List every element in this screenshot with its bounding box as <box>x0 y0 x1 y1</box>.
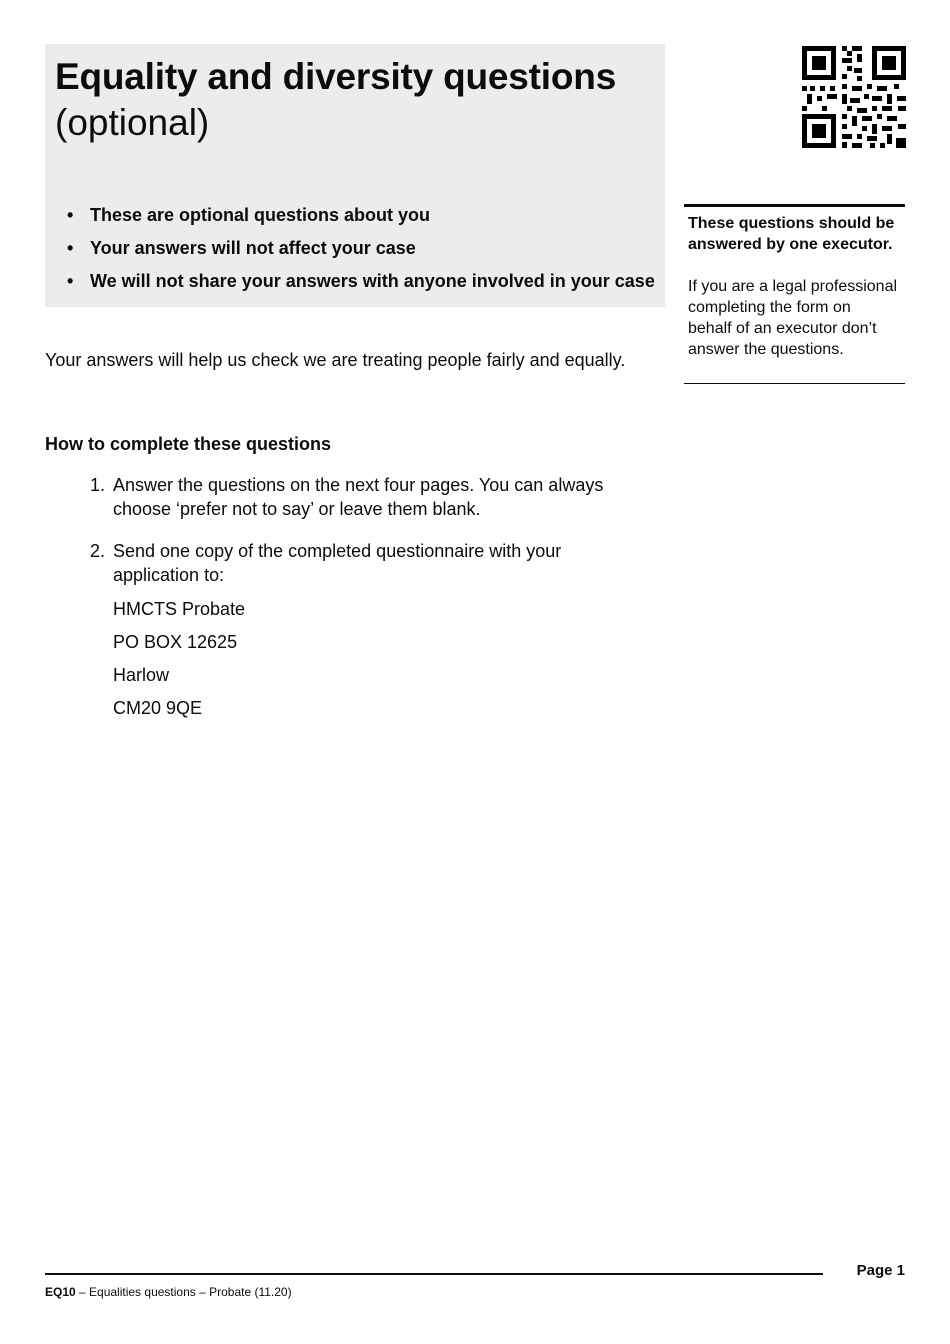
step-number: 1. <box>90 475 106 495</box>
intro-panel <box>45 44 665 307</box>
footer-form-reference <box>45 1283 292 1301</box>
page-number: Page 1 <box>856 1262 905 1279</box>
info-bullet-list <box>90 201 655 300</box>
info-bullet: • These are optional questions about you <box>90 201 655 234</box>
info-bullet: • We will not share your answers with anyone involved in your case <box>90 267 655 300</box>
executor-note <box>684 204 905 384</box>
address-line: Harlow <box>113 665 170 685</box>
legal-professional-note: If you are a legal professional completing the form on behalf of an executor don’t answer the questions. <box>688 278 898 358</box>
page-subtitle: (optional) <box>55 102 210 143</box>
instruction-step <box>90 473 650 521</box>
step-text: Answer the questions on the next four pages. You can always choose ‘prefer not to say’ or leave them blank. <box>113 475 604 519</box>
instructions-heading: How to complete these questions <box>45 434 332 454</box>
address-line: PO BOX 12625 <box>113 632 238 652</box>
intro-paragraph: Your answers will help us check we are treating people fairly and equally. <box>45 350 626 370</box>
qr-code-icon <box>802 46 906 148</box>
page-title: Equality and diversity questions <box>55 56 617 97</box>
instruction-step <box>90 539 650 728</box>
form-description: – Equalities questions – Probate (11.20) <box>75 1285 292 1299</box>
address-line: HMCTS Probate <box>113 599 246 619</box>
address-line: CM20 9QE <box>113 698 203 718</box>
executor-note-heading: These questions should be answered by one executor. <box>688 215 895 253</box>
form-code: EQ10 <box>45 1285 76 1299</box>
postal-address <box>113 596 650 728</box>
instructions-list <box>90 473 650 728</box>
step-text: Send one copy of the completed questionnaire with your application to: <box>113 541 562 585</box>
info-bullet: • Your answers will not affect your case <box>90 234 655 267</box>
step-number: 2. <box>90 541 106 561</box>
footer-divider <box>45 1273 823 1275</box>
